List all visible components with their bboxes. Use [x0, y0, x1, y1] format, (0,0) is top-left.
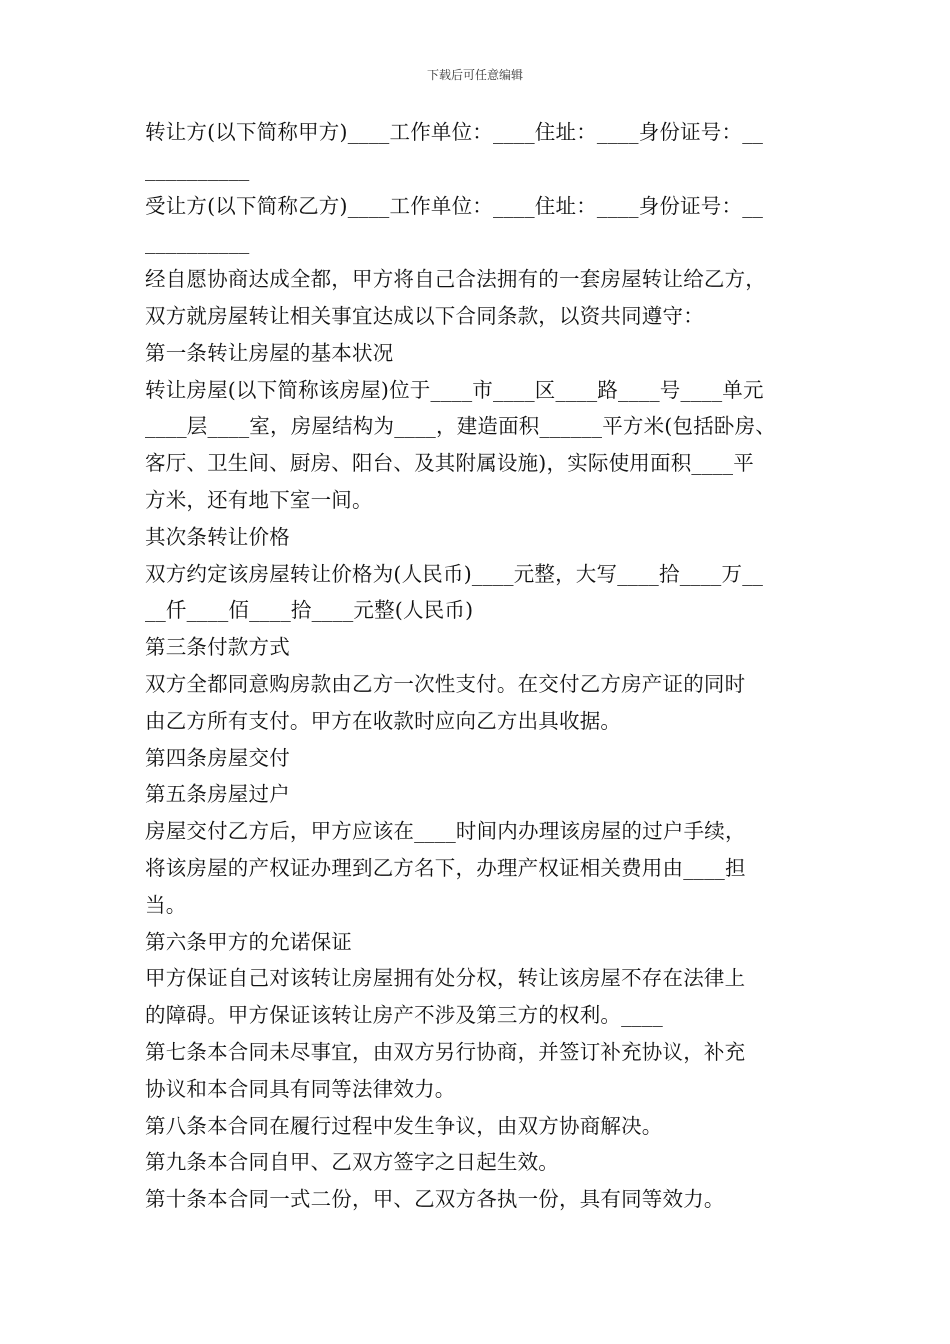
text-line: 转让方(以下简称甲方)____工作单位：____住址：____身份证号：__	[145, 120, 764, 144]
section-heading: 第三条付款方式	[145, 635, 290, 660]
text-line: __仟____佰____拾____元整(人民币)	[145, 598, 474, 623]
text-line: 由乙方所有支付。甲方在收款时应向乙方出具收据。	[145, 708, 622, 733]
section-heading: 其次条转让价格	[145, 524, 290, 549]
text-line: 经自愿协商达成全都，甲方将自己合法拥有的一套房屋转让给乙方，	[145, 267, 766, 292]
text-line: __________	[145, 230, 250, 255]
text-line: 甲方保证自己对该转让房屋拥有处分权，转让该房屋不存在法律上	[145, 966, 746, 991]
text-line: 第八条本合同在履行过程中发生争议，由双方协商解决。	[145, 1113, 663, 1138]
text-line: 第七条本合同未尽事宜，由双方另行协商，并签订补充协议，补充	[145, 1039, 746, 1064]
text-line: 双方就房屋转让相关事宜达成以下合同条款，以资共同遵守：	[145, 303, 704, 328]
text-line: __________	[145, 156, 250, 181]
text-line: 受让方(以下简称乙方)____工作单位：____住址：____身份证号：__	[145, 193, 764, 218]
text-line: 的障碍。甲方保证该转让房产不涉及第三方的权利。____	[145, 1003, 663, 1028]
text-line: ____层____室，房屋结构为____，建造面积______平方米(包括卧房、	[145, 414, 776, 439]
section-heading: 第五条房屋过户	[145, 782, 290, 807]
text-line: 转让房屋(以下简称该房屋)位于____市____区____路____号____单元	[145, 377, 764, 402]
text-line: 客厅、卫生间、厨房、阳台、及其附属设施)，实际使用面积____平	[145, 451, 754, 476]
text-line: 第九条本合同自甲、乙双方签字之日起生效。	[145, 1150, 559, 1175]
text-line: 双方全都同意购房款由乙方一次性支付。在交付乙方房产证的同时	[145, 671, 746, 696]
text-line: 将该房屋的产权证办理到乙方名下，办理产权证相关费用由____担	[145, 855, 746, 880]
text-line: 双方约定该房屋转让价格为(人民币)____元整，大写____拾____万__	[145, 561, 764, 586]
text-line: 房屋交付乙方后，甲方应该在____时间内办理该房屋的过户手续，	[145, 819, 746, 844]
text-line: 当。	[145, 892, 187, 917]
page-header: 下载后可任意编辑	[426, 68, 523, 82]
text-line: 第十条本合同一式二份，甲、乙双方各执一份，具有同等效力。	[145, 1187, 725, 1212]
section-heading: 第四条房屋交付	[145, 745, 290, 770]
section-heading: 第六条甲方的允诺保证	[145, 929, 352, 954]
section-heading: 第一条转让房屋的基本状况	[145, 340, 394, 365]
text-line: 协议和本合同具有同等法律效力。	[145, 1076, 456, 1101]
text-line: 方米，还有地下室一间。	[145, 487, 373, 512]
contract-body	[145, 114, 825, 1218]
